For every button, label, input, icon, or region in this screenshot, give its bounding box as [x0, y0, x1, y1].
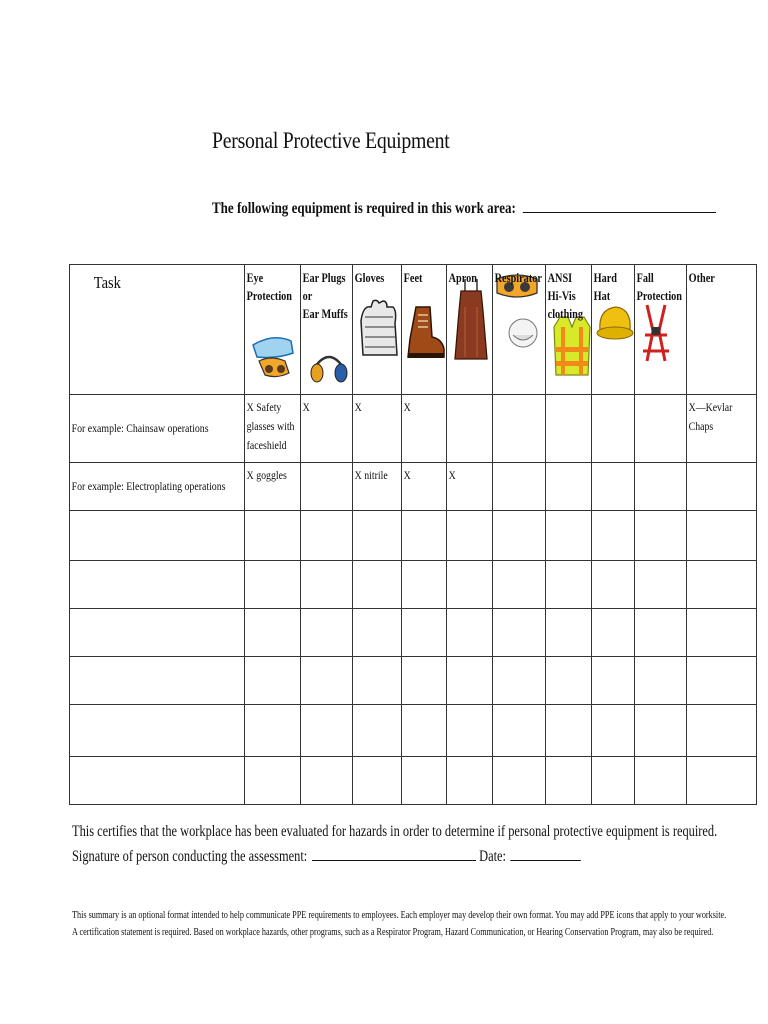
- ppe-cell[interactable]: [353, 463, 402, 511]
- ppe-cell-text: [402, 757, 447, 760]
- ppe-cell-text: [245, 511, 301, 514]
- ppe-cell[interactable]: [245, 463, 301, 511]
- column-header-7: [592, 265, 635, 395]
- certification-statement: This certifies that the workplace has been evaluated for hazards in order to determine if personal protective equipment is required.: [72, 823, 718, 840]
- ppe-cell[interactable]: [447, 757, 493, 805]
- ppe-cell[interactable]: [493, 757, 546, 805]
- hard-hat-icon: [592, 303, 634, 350]
- ppe-cell[interactable]: [402, 463, 447, 511]
- ppe-cell-text: [635, 561, 687, 564]
- ear-muffs-icon: [301, 345, 352, 394]
- ppe-cell-text: [592, 657, 635, 660]
- page-title: Personal Protective Equipment: [212, 128, 450, 153]
- ppe-cell-text: [635, 463, 687, 466]
- task-header: [70, 265, 245, 395]
- ppe-cell[interactable]: [592, 561, 635, 609]
- signature-blank[interactable]: [312, 846, 476, 861]
- ppe-cell[interactable]: [592, 395, 635, 463]
- ppe-cell-text: [592, 609, 635, 612]
- ppe-cell[interactable]: [402, 657, 447, 705]
- task-text: For example: Electroplating operations: [71, 479, 226, 493]
- ppe-cell-text: [402, 705, 447, 708]
- ppe-cell-text: [687, 657, 757, 660]
- ppe-cell-text: [447, 657, 493, 660]
- column-header-label: Fall Protection: [636, 271, 682, 303]
- ppe-cell[interactable]: [687, 463, 757, 511]
- hi-vis-vest-icon: [546, 313, 591, 382]
- column-header-1: [301, 265, 353, 395]
- ppe-cell-text: [301, 657, 353, 660]
- ppe-cell[interactable]: [301, 657, 353, 705]
- ppe-cell-text: [546, 657, 592, 660]
- ppe-cell-text: [546, 609, 592, 612]
- task-cell[interactable]: [70, 395, 245, 463]
- ppe-cell-text: [353, 511, 402, 514]
- ppe-cell[interactable]: [687, 705, 757, 757]
- ppe-cell-text: [493, 657, 546, 660]
- table-row: [70, 657, 757, 705]
- ppe-cell[interactable]: [592, 463, 635, 511]
- task-header-label: Task: [93, 273, 121, 292]
- table-row: [70, 561, 757, 609]
- ppe-cell-text: [635, 395, 687, 398]
- ppe-cell[interactable]: [635, 463, 687, 511]
- table-row: [70, 511, 757, 561]
- date-blank[interactable]: [511, 846, 581, 861]
- ppe-cell-text: [493, 463, 546, 466]
- ppe-cell-text: [245, 561, 301, 564]
- ppe-cell-text: [245, 609, 301, 612]
- ppe-cell-text: [546, 463, 592, 466]
- work-area-line: [212, 198, 716, 218]
- ppe-cell-text: [447, 757, 493, 760]
- ppe-cell-text: [635, 609, 687, 612]
- ppe-cell[interactable]: [546, 705, 592, 757]
- ppe-cell-text: [301, 511, 353, 514]
- ppe-cell[interactable]: [353, 705, 402, 757]
- column-header-label: Gloves: [354, 271, 385, 285]
- ppe-cell-text: [493, 561, 546, 564]
- ppe-cell-text: X goggles: [246, 468, 287, 482]
- ppe-cell-text: [447, 561, 493, 564]
- ppe-cell-text: [301, 561, 353, 564]
- ppe-cell-text: [447, 511, 493, 514]
- ppe-cell[interactable]: [447, 657, 493, 705]
- signature-line: [72, 844, 717, 869]
- column-header-label: Respirator: [494, 271, 542, 285]
- ppe-cell-text: [493, 609, 546, 612]
- date-label: Date:: [479, 848, 506, 865]
- work-area-label: The following equipment is required in this work area:: [212, 200, 516, 217]
- ppe-cell-text: [447, 705, 493, 708]
- ppe-cell-text: [353, 757, 402, 760]
- ppe-cell[interactable]: [635, 609, 687, 657]
- ppe-cell[interactable]: [245, 705, 301, 757]
- ppe-cell[interactable]: [592, 705, 635, 757]
- ppe-cell[interactable]: [493, 657, 546, 705]
- ppe-cell[interactable]: [353, 561, 402, 609]
- ppe-cell[interactable]: [353, 609, 402, 657]
- ppe-cell[interactable]: [493, 561, 546, 609]
- gloves-icon: [353, 297, 401, 364]
- ppe-cell-text: [546, 395, 592, 398]
- ppe-cell[interactable]: [301, 511, 353, 561]
- ppe-cell-text: [301, 705, 353, 708]
- ppe-cell-text: X—Kevlar Chaps: [688, 400, 733, 433]
- ppe-cell[interactable]: [546, 757, 592, 805]
- ppe-cell[interactable]: [353, 511, 402, 561]
- task-cell[interactable]: [70, 609, 245, 657]
- table-row: [70, 395, 757, 463]
- ppe-cell-text: [493, 757, 546, 760]
- ppe-cell-text: [493, 395, 546, 398]
- column-header-4: [447, 265, 493, 395]
- apron-icon: [447, 277, 492, 366]
- ppe-cell[interactable]: [353, 757, 402, 805]
- ppe-cell[interactable]: [546, 511, 592, 561]
- safety-goggles-icon: [245, 329, 300, 386]
- ppe-cell-text: [493, 705, 546, 708]
- ppe-cell[interactable]: [447, 395, 493, 463]
- ppe-cell-text: [592, 705, 635, 708]
- ppe-cell-text: [245, 705, 301, 708]
- ppe-cell-text: [353, 705, 402, 708]
- ppe-cell[interactable]: [245, 757, 301, 805]
- column-header-8: [635, 265, 687, 395]
- ppe-cell[interactable]: [245, 657, 301, 705]
- ppe-cell[interactable]: [635, 705, 687, 757]
- ppe-cell[interactable]: [301, 395, 353, 463]
- ppe-cell[interactable]: [493, 463, 546, 511]
- ppe-cell[interactable]: [687, 561, 757, 609]
- column-header-2: [353, 265, 402, 395]
- ppe-cell-text: [245, 657, 301, 660]
- ppe-cell-text: [353, 609, 402, 612]
- ppe-cell-text: X Safety glasses with faceshield: [246, 400, 295, 452]
- signature-label: Signature of person conducting the assessment:: [72, 848, 308, 865]
- ppe-cell-text: [635, 657, 687, 660]
- ppe-cell[interactable]: [493, 609, 546, 657]
- ppe-cell[interactable]: [592, 657, 635, 705]
- ppe-cell-text: X: [403, 400, 411, 414]
- fall-harness-icon: [635, 301, 686, 370]
- ppe-cell-text: [447, 395, 493, 398]
- task-cell[interactable]: [70, 657, 245, 705]
- ppe-cell-text: [635, 705, 687, 708]
- ppe-cell[interactable]: [635, 561, 687, 609]
- ppe-cell-text: X: [448, 468, 456, 482]
- table-row: [70, 463, 757, 511]
- certification: [72, 819, 717, 869]
- column-header-6: [546, 265, 592, 395]
- ppe-cell-text: [592, 757, 635, 760]
- ppe-cell[interactable]: [301, 757, 353, 805]
- task-cell[interactable]: [70, 511, 245, 561]
- ppe-cell[interactable]: [687, 757, 757, 805]
- ppe-cell-text: [687, 511, 757, 514]
- ppe-cell-text: X: [354, 400, 362, 414]
- ppe-cell[interactable]: [301, 561, 353, 609]
- ppe-cell-text: [635, 757, 687, 760]
- task-cell[interactable]: [70, 705, 245, 757]
- task-text: For example: Chainsaw operations: [71, 421, 209, 435]
- ppe-cell[interactable]: [687, 657, 757, 705]
- column-header-5: [493, 265, 546, 395]
- ppe-cell[interactable]: [493, 705, 546, 757]
- ppe-cell[interactable]: [402, 561, 447, 609]
- ppe-cell[interactable]: [635, 657, 687, 705]
- ppe-cell[interactable]: [592, 757, 635, 805]
- column-header-label: Other: [688, 271, 715, 285]
- ppe-cell[interactable]: [546, 463, 592, 511]
- ppe-cell-text: [301, 757, 353, 760]
- ppe-cell[interactable]: [245, 609, 301, 657]
- column-header-3: [402, 265, 447, 395]
- ppe-cell-text: [546, 705, 592, 708]
- ppe-cell[interactable]: [635, 757, 687, 805]
- ppe-cell-text: [592, 463, 635, 466]
- ppe-cell-text: [592, 561, 635, 564]
- ppe-cell-text: [301, 609, 353, 612]
- ppe-cell[interactable]: [353, 657, 402, 705]
- table-header-row: [70, 265, 757, 395]
- ppe-cell[interactable]: [402, 511, 447, 561]
- ppe-cell-text: [402, 657, 447, 660]
- footnote: [72, 907, 726, 941]
- ppe-cell-text: [493, 511, 546, 514]
- ppe-cell-text: X: [403, 468, 411, 482]
- ppe-cell[interactable]: [493, 511, 546, 561]
- ppe-cell-text: [402, 511, 447, 514]
- column-header-label: Eye Protection: [246, 271, 292, 303]
- task-cell[interactable]: [70, 463, 245, 511]
- column-header-label: Apron: [448, 271, 477, 285]
- ppe-cell-text: [687, 705, 757, 708]
- ppe-cell-text: [402, 609, 447, 612]
- ppe-cell[interactable]: [245, 395, 301, 463]
- column-header-label: ANSI Hi-Vis clothing: [547, 271, 583, 321]
- footnote-line-1: This summary is an optional format intended to help communicate PPE requirements to employees. Each employer may develop their own format. You may add PPE icons that apply to your worksite.: [72, 910, 727, 921]
- ppe-cell-text: X nitrile: [354, 468, 388, 482]
- ppe-cell[interactable]: [592, 511, 635, 561]
- ppe-cell[interactable]: [546, 561, 592, 609]
- ppe-cell[interactable]: [402, 395, 447, 463]
- ppe-cell-text: [447, 609, 493, 612]
- column-header-label: Ear Plugs or Ear Muffs: [302, 271, 348, 321]
- ppe-cell[interactable]: [301, 609, 353, 657]
- ppe-cell[interactable]: [592, 609, 635, 657]
- ppe-cell[interactable]: [546, 609, 592, 657]
- ppe-cell[interactable]: [301, 705, 353, 757]
- column-header-label: Feet: [403, 271, 423, 285]
- table-row: [70, 757, 757, 805]
- ppe-cell[interactable]: [402, 609, 447, 657]
- ppe-cell-text: [592, 395, 635, 398]
- ppe-cell[interactable]: [447, 705, 493, 757]
- ppe-cell[interactable]: [687, 609, 757, 657]
- ppe-cell[interactable]: [447, 511, 493, 561]
- ppe-cell-text: [635, 511, 687, 514]
- column-header-0: [245, 265, 301, 395]
- ppe-cell[interactable]: [635, 511, 687, 561]
- ppe-cell-text: [687, 561, 757, 564]
- ppe-cell-text: [245, 757, 301, 760]
- ppe-cell[interactable]: [546, 395, 592, 463]
- table-row: [70, 609, 757, 657]
- ppe-cell-text: [687, 463, 757, 466]
- ppe-cell[interactable]: [493, 395, 546, 463]
- ppe-cell-text: [402, 561, 447, 564]
- ppe-cell[interactable]: [447, 561, 493, 609]
- ppe-cell[interactable]: [353, 395, 402, 463]
- ppe-cell[interactable]: [635, 395, 687, 463]
- boot-icon: [402, 303, 446, 366]
- task-cell[interactable]: [70, 757, 245, 805]
- ppe-cell[interactable]: [402, 757, 447, 805]
- task-cell[interactable]: [70, 561, 245, 609]
- column-header-9: [687, 265, 757, 395]
- ppe-cell-text: [301, 463, 353, 466]
- ppe-table: [69, 264, 757, 805]
- ppe-cell-text: X: [302, 400, 310, 414]
- ppe-cell-text: [546, 561, 592, 564]
- ppe-cell[interactable]: [546, 657, 592, 705]
- ppe-cell-text: [592, 511, 635, 514]
- ppe-cell-text: [546, 757, 592, 760]
- ppe-cell[interactable]: [245, 561, 301, 609]
- ppe-cell-text: [546, 511, 592, 514]
- footnote-line-2: A certification statement is required. Based on workplace hazards, other programs, such as a Respirator Program, Hazard Communication, or Hearing Conservation Program, may also be required.: [72, 927, 714, 938]
- ppe-cell[interactable]: [402, 705, 447, 757]
- ppe-cell[interactable]: [447, 609, 493, 657]
- ppe-cell-text: [353, 561, 402, 564]
- ppe-cell-text: [687, 609, 757, 612]
- work-area-blank[interactable]: [522, 198, 715, 213]
- ppe-cell-text: [353, 657, 402, 660]
- ppe-cell[interactable]: [301, 463, 353, 511]
- ppe-cell[interactable]: [447, 463, 493, 511]
- ppe-cell[interactable]: [687, 395, 757, 463]
- ppe-cell[interactable]: [687, 511, 757, 561]
- table-row: [70, 705, 757, 757]
- ppe-cell[interactable]: [245, 511, 301, 561]
- column-header-label: Hard Hat: [593, 271, 617, 303]
- ppe-cell-text: [687, 757, 757, 760]
